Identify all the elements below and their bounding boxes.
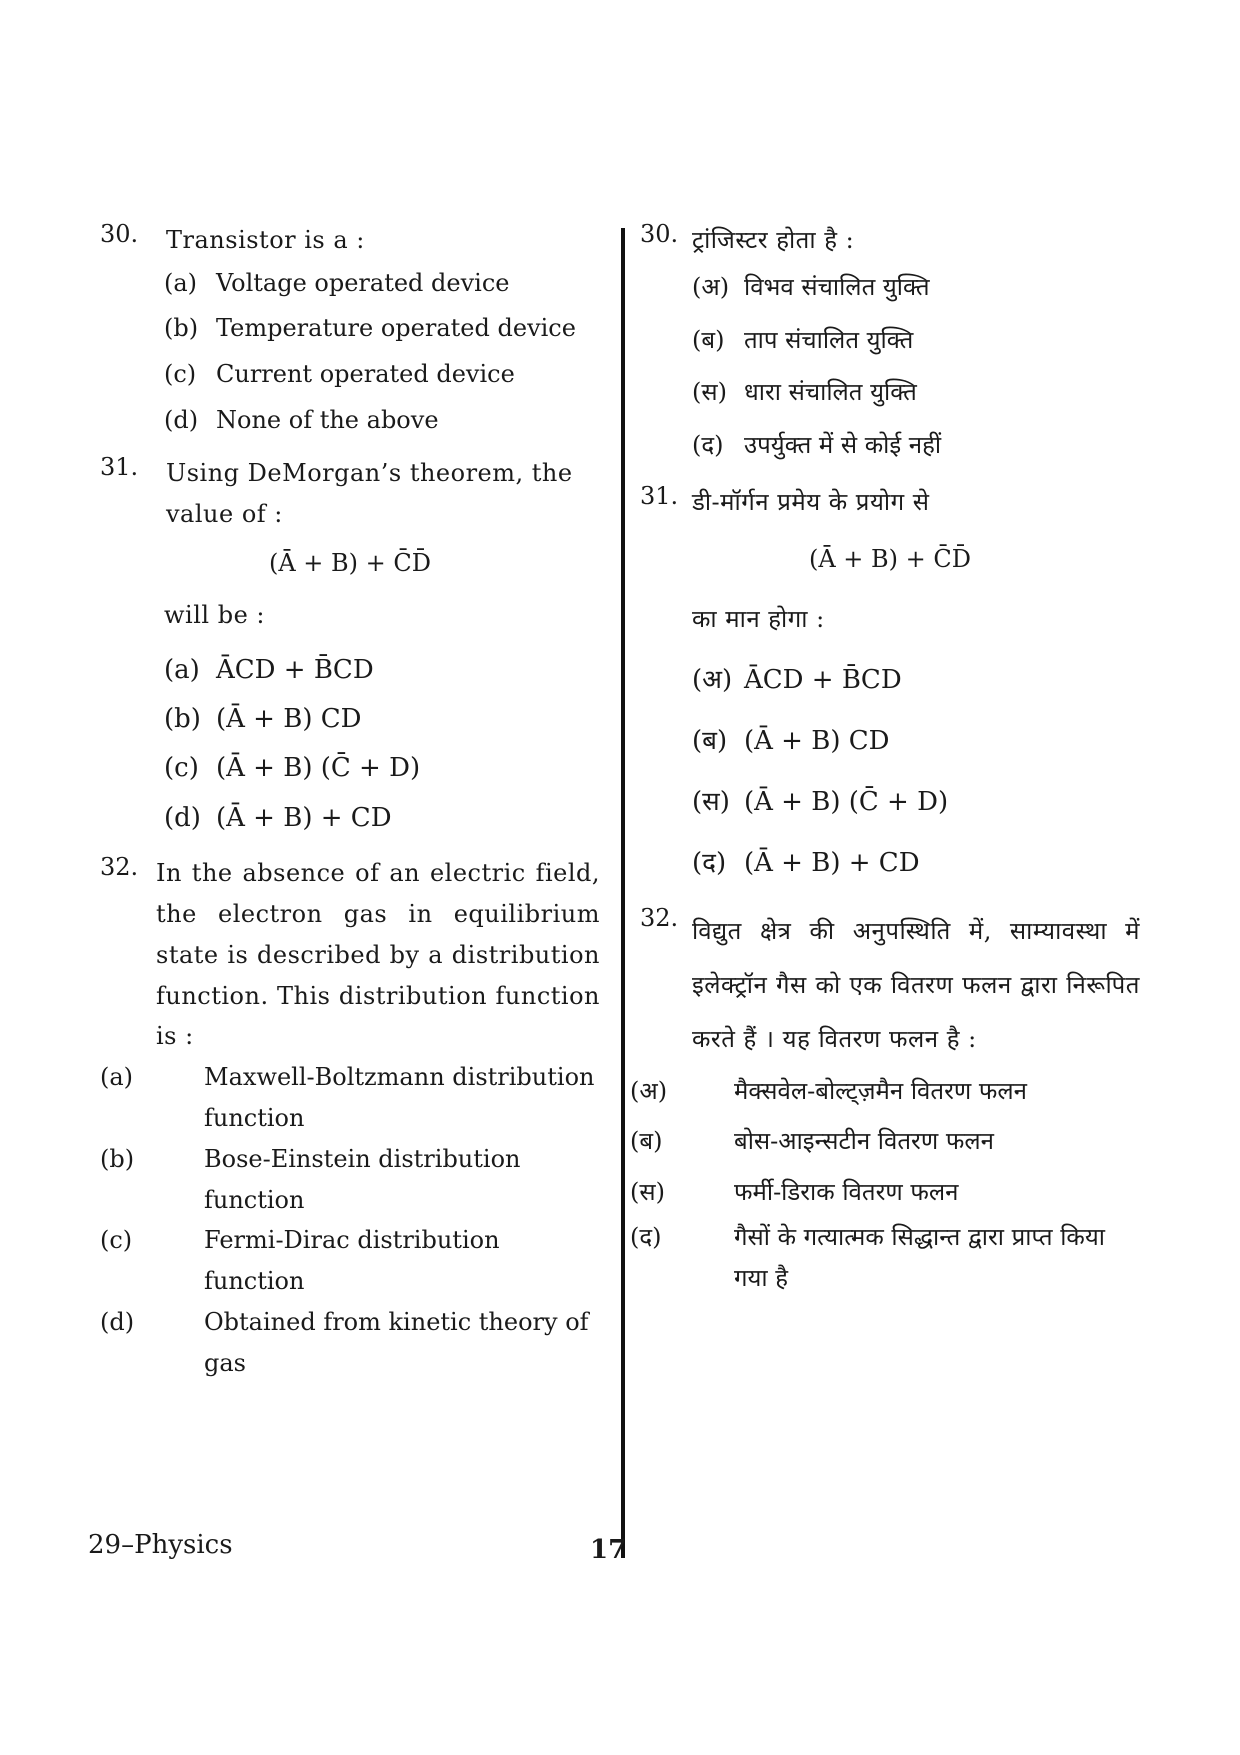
- option-label: (c): [164, 753, 199, 784]
- option-text: Bose-Einstein distribution function: [204, 1144, 521, 1214]
- option-c: [630, 1167, 1140, 1217]
- question-text: ट्रांजिस्टर होता है :: [692, 226, 855, 254]
- boolean-formula: (Ā + B) + C̄D̄: [808, 544, 972, 573]
- option-text: बोस-आइन्सटीन वितरण फलन: [734, 1127, 994, 1156]
- option-text: ĀCD + B̄CD: [744, 664, 902, 695]
- option-label: (a): [164, 654, 200, 685]
- option-label: (b): [100, 1144, 135, 1173]
- option-a: [630, 1066, 1140, 1116]
- option-d: [630, 1217, 1140, 1299]
- option-label: (स): [692, 378, 727, 407]
- option-a: [692, 650, 1140, 711]
- option-text: Obtained from kinetic theory of gas: [204, 1307, 589, 1377]
- question-text: Transistor is a :: [166, 226, 365, 254]
- question-text: डी-मॉर्गन प्रमेय के प्रयोग से: [692, 487, 930, 516]
- option-text: मैक्सवेल-बोल्ट्ज़मैन वितरण फलन: [734, 1076, 1027, 1105]
- option-text: Voltage operated device: [216, 268, 510, 297]
- option-b: [164, 306, 600, 352]
- option-c: [692, 772, 1140, 833]
- option-text: गैसों के गत्यात्मक सिद्धान्त द्वारा प्राप्त किया गया है: [734, 1223, 1105, 1292]
- option-c: [164, 352, 600, 398]
- option-label: (अ): [692, 664, 733, 695]
- option-b: [630, 1116, 1140, 1166]
- option-label: (स): [630, 1177, 665, 1206]
- option-c: [164, 744, 600, 793]
- english-column: [100, 220, 600, 1383]
- option-text: फर्मी-डिराक वितरण फलन: [734, 1177, 959, 1206]
- question-number: 32.: [640, 903, 679, 932]
- boolean-formula: (Ā + B) + C̄D̄: [268, 548, 432, 577]
- question-31-hindi: [640, 482, 1140, 523]
- option-text: (Ā + B) CD: [744, 725, 890, 756]
- option-text: उपर्युक्त में से कोई नहीं: [744, 431, 942, 460]
- option-label: (a): [100, 1063, 134, 1092]
- question-suffix: will be :: [164, 600, 265, 629]
- option-d: [100, 1302, 600, 1384]
- option-a: [100, 1057, 600, 1139]
- option-text: (Ā + B) (C̄ + D): [216, 753, 421, 784]
- option-d: [692, 833, 1140, 894]
- option-text: Maxwell-Boltzmann distribution function: [204, 1063, 595, 1132]
- option-text: Temperature operated device: [216, 314, 576, 343]
- option-d: [164, 398, 600, 444]
- question-30: [100, 220, 600, 261]
- option-label: (d): [100, 1307, 135, 1336]
- question-text: विद्युत क्षेत्र की अनुपस्थिति में, साम्यावस्था में इलेक्ट्रॉन गैस को एक वितरण फलन द्वारा निरूपित करते हैं । यह वितरण फलन है :: [692, 916, 1140, 1053]
- option-text: ताप संचालित युक्ति: [744, 325, 914, 354]
- option-label: (ब): [692, 725, 728, 756]
- option-label: (द): [692, 847, 727, 878]
- option-text: (Ā + B) + CD: [744, 847, 920, 878]
- option-label: (d): [164, 802, 201, 833]
- option-label: (अ): [692, 272, 730, 301]
- option-label: (द): [630, 1223, 662, 1252]
- option-label: (b): [164, 703, 201, 734]
- option-text: None of the above: [216, 405, 439, 434]
- column-divider: [621, 228, 625, 1558]
- question-number: 30.: [100, 220, 139, 248]
- question-32: [100, 853, 600, 1057]
- question-number: 31.: [640, 481, 679, 510]
- subject-footer: 29–Physics: [88, 1530, 233, 1560]
- option-b: [100, 1139, 600, 1221]
- question-31: [100, 453, 600, 535]
- option-text: ĀCD + B̄CD: [216, 654, 374, 685]
- question-text: Using DeMorgan’s theorem, the value of :: [166, 459, 573, 528]
- question-suffix: का मान होगा :: [692, 604, 825, 633]
- option-label: (अ): [630, 1076, 668, 1105]
- option-d: [164, 794, 600, 843]
- question-number: 30.: [640, 220, 679, 248]
- option-label: (ब): [630, 1127, 663, 1156]
- option-label: (b): [164, 314, 199, 343]
- option-b: [692, 314, 1140, 367]
- option-a: [692, 261, 1140, 314]
- option-label: (स): [692, 786, 730, 817]
- hindi-column: [630, 220, 1140, 1299]
- option-label: (c): [100, 1226, 133, 1255]
- question-number: 32.: [100, 853, 139, 882]
- option-a: [164, 261, 600, 307]
- option-label: (d): [164, 405, 199, 434]
- option-label: (a): [164, 268, 198, 297]
- option-c: [100, 1220, 600, 1302]
- option-b: [692, 711, 1140, 772]
- option-text: Fermi-Dirac distribution function: [204, 1226, 500, 1296]
- option-text: Current operated device: [216, 359, 515, 388]
- option-a: [164, 646, 600, 695]
- page-number: 17: [590, 1535, 627, 1565]
- option-c: [692, 366, 1140, 419]
- question-30-hindi: [640, 220, 1140, 261]
- option-text: (Ā + B) + CD: [216, 802, 392, 833]
- option-text: धारा संचालित युक्ति: [744, 378, 917, 407]
- option-label: (द): [692, 431, 724, 460]
- question-32-hindi: [640, 904, 1140, 1066]
- option-label: (ब): [692, 325, 725, 354]
- question-text: In the absence of an electric field, the electron gas in equilibrium state is described by a distribution function. This distribution function is :: [156, 859, 600, 1051]
- option-text: विभव संचालित युक्ति: [744, 272, 930, 301]
- option-text: (Ā + B) CD: [216, 703, 362, 734]
- question-number: 31.: [100, 453, 139, 482]
- option-label: (c): [164, 359, 197, 388]
- option-text: (Ā + B) (C̄ + D): [744, 786, 949, 817]
- option-b: [164, 695, 600, 744]
- option-d: [692, 419, 1140, 472]
